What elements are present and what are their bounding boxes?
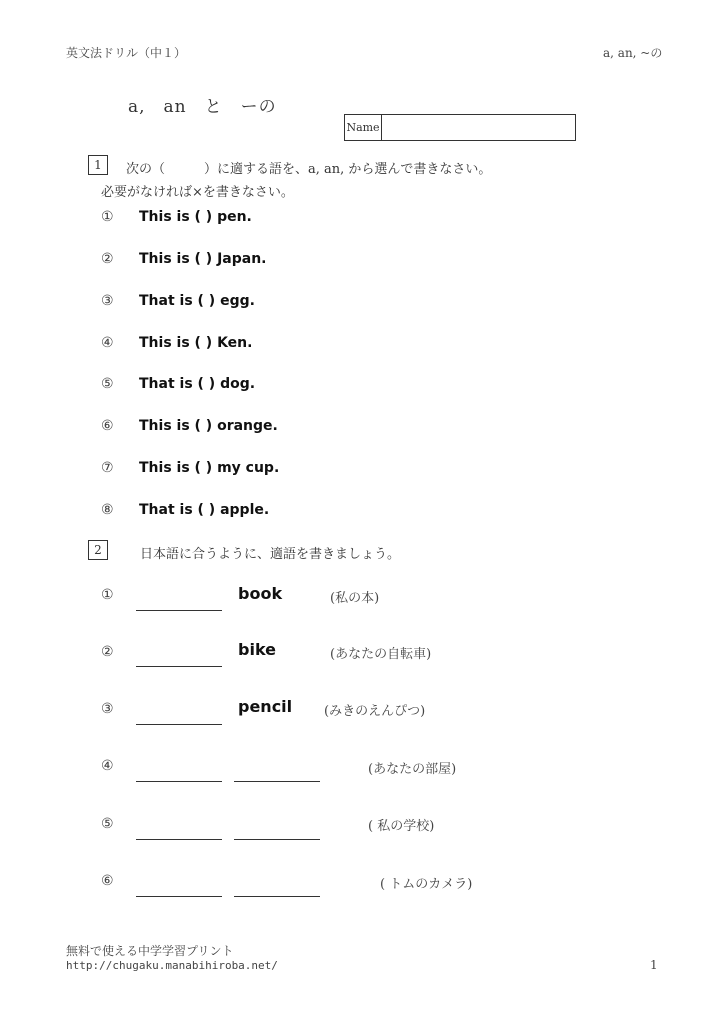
answer-blank[interactable] bbox=[136, 610, 222, 611]
s2-item-word: book bbox=[238, 584, 283, 603]
s1-item-sentence: This is ( ) Japan. bbox=[139, 251, 267, 267]
answer-blank[interactable] bbox=[136, 896, 222, 897]
s1-item-sentence: That is ( ) apple. bbox=[139, 502, 270, 518]
s1-item-marker: ④ bbox=[101, 335, 114, 351]
s1-item-marker: ⑧ bbox=[101, 502, 114, 518]
s2-item-japanese: ( トムのカメラ) bbox=[380, 877, 473, 892]
s1-item-sentence: That is ( ) dog. bbox=[139, 376, 256, 392]
s2-item-marker: ⑥ bbox=[101, 873, 114, 889]
footer-site-name: 無料で使える中学学習プリント bbox=[66, 944, 234, 958]
s2-item-marker: ③ bbox=[101, 701, 114, 717]
s1-item-marker: ① bbox=[101, 209, 114, 225]
s2-item-word: pencil bbox=[238, 697, 293, 716]
s1-item-marker: ③ bbox=[101, 293, 114, 309]
section1-number: 1 bbox=[88, 155, 108, 175]
s2-item-japanese: (みきのえんぴつ) bbox=[324, 704, 426, 719]
s1-item-sentence: This is ( ) pen. bbox=[139, 209, 252, 225]
footer-url[interactable]: http://chugaku.manabihiroba.net/ bbox=[66, 959, 278, 972]
section1-instruction-line1: 次の（ ）に適する語を、a, an, から選んで書きなさい。 bbox=[126, 162, 492, 177]
s1-item-marker: ⑦ bbox=[101, 460, 114, 476]
section2-number: 2 bbox=[88, 540, 108, 560]
s1-item-sentence: This is ( ) orange. bbox=[139, 418, 278, 434]
name-label: Name bbox=[345, 115, 382, 140]
answer-blank[interactable] bbox=[136, 724, 222, 725]
s2-item-marker: ⑤ bbox=[101, 816, 114, 832]
name-field[interactable] bbox=[382, 115, 575, 140]
section1-instruction-line2: 必要がなければ×を書きなさい。 bbox=[101, 185, 294, 200]
s2-item-japanese: (私の本) bbox=[330, 591, 380, 606]
answer-blank[interactable] bbox=[234, 896, 320, 897]
answer-blank[interactable] bbox=[136, 781, 222, 782]
s1-item-marker: ⑥ bbox=[101, 418, 114, 434]
s2-item-marker: ① bbox=[101, 587, 114, 603]
s2-item-japanese: (あなたの部屋) bbox=[368, 762, 457, 777]
s2-item-japanese: ( 私の学校) bbox=[368, 819, 435, 834]
s1-item-marker: ② bbox=[101, 251, 114, 267]
s1-item-sentence: That is ( ) egg. bbox=[139, 293, 255, 309]
page-number: 1 bbox=[650, 958, 658, 972]
s1-item-sentence: This is ( ) Ken. bbox=[139, 335, 253, 351]
header-left: 英文法ドリル（中１） bbox=[66, 46, 187, 60]
section2-instruction: 日本語に合うように、適語を書きましょう。 bbox=[140, 547, 401, 562]
answer-blank[interactable] bbox=[234, 781, 320, 782]
s1-item-marker: ⑤ bbox=[101, 376, 114, 392]
s1-item-sentence: This is ( ) my cup. bbox=[139, 460, 280, 476]
answer-blank[interactable] bbox=[234, 839, 320, 840]
answer-blank[interactable] bbox=[136, 666, 222, 667]
header-right: a, an, ~の bbox=[603, 46, 663, 60]
name-box bbox=[344, 114, 576, 141]
s2-item-word: bike bbox=[238, 640, 276, 659]
answer-blank[interactable] bbox=[136, 839, 222, 840]
s2-item-marker: ④ bbox=[101, 758, 114, 774]
s2-item-marker: ② bbox=[101, 644, 114, 660]
s2-item-japanese: (あなたの自転車) bbox=[330, 647, 432, 662]
worksheet-title: a, an と ーの bbox=[128, 97, 277, 117]
